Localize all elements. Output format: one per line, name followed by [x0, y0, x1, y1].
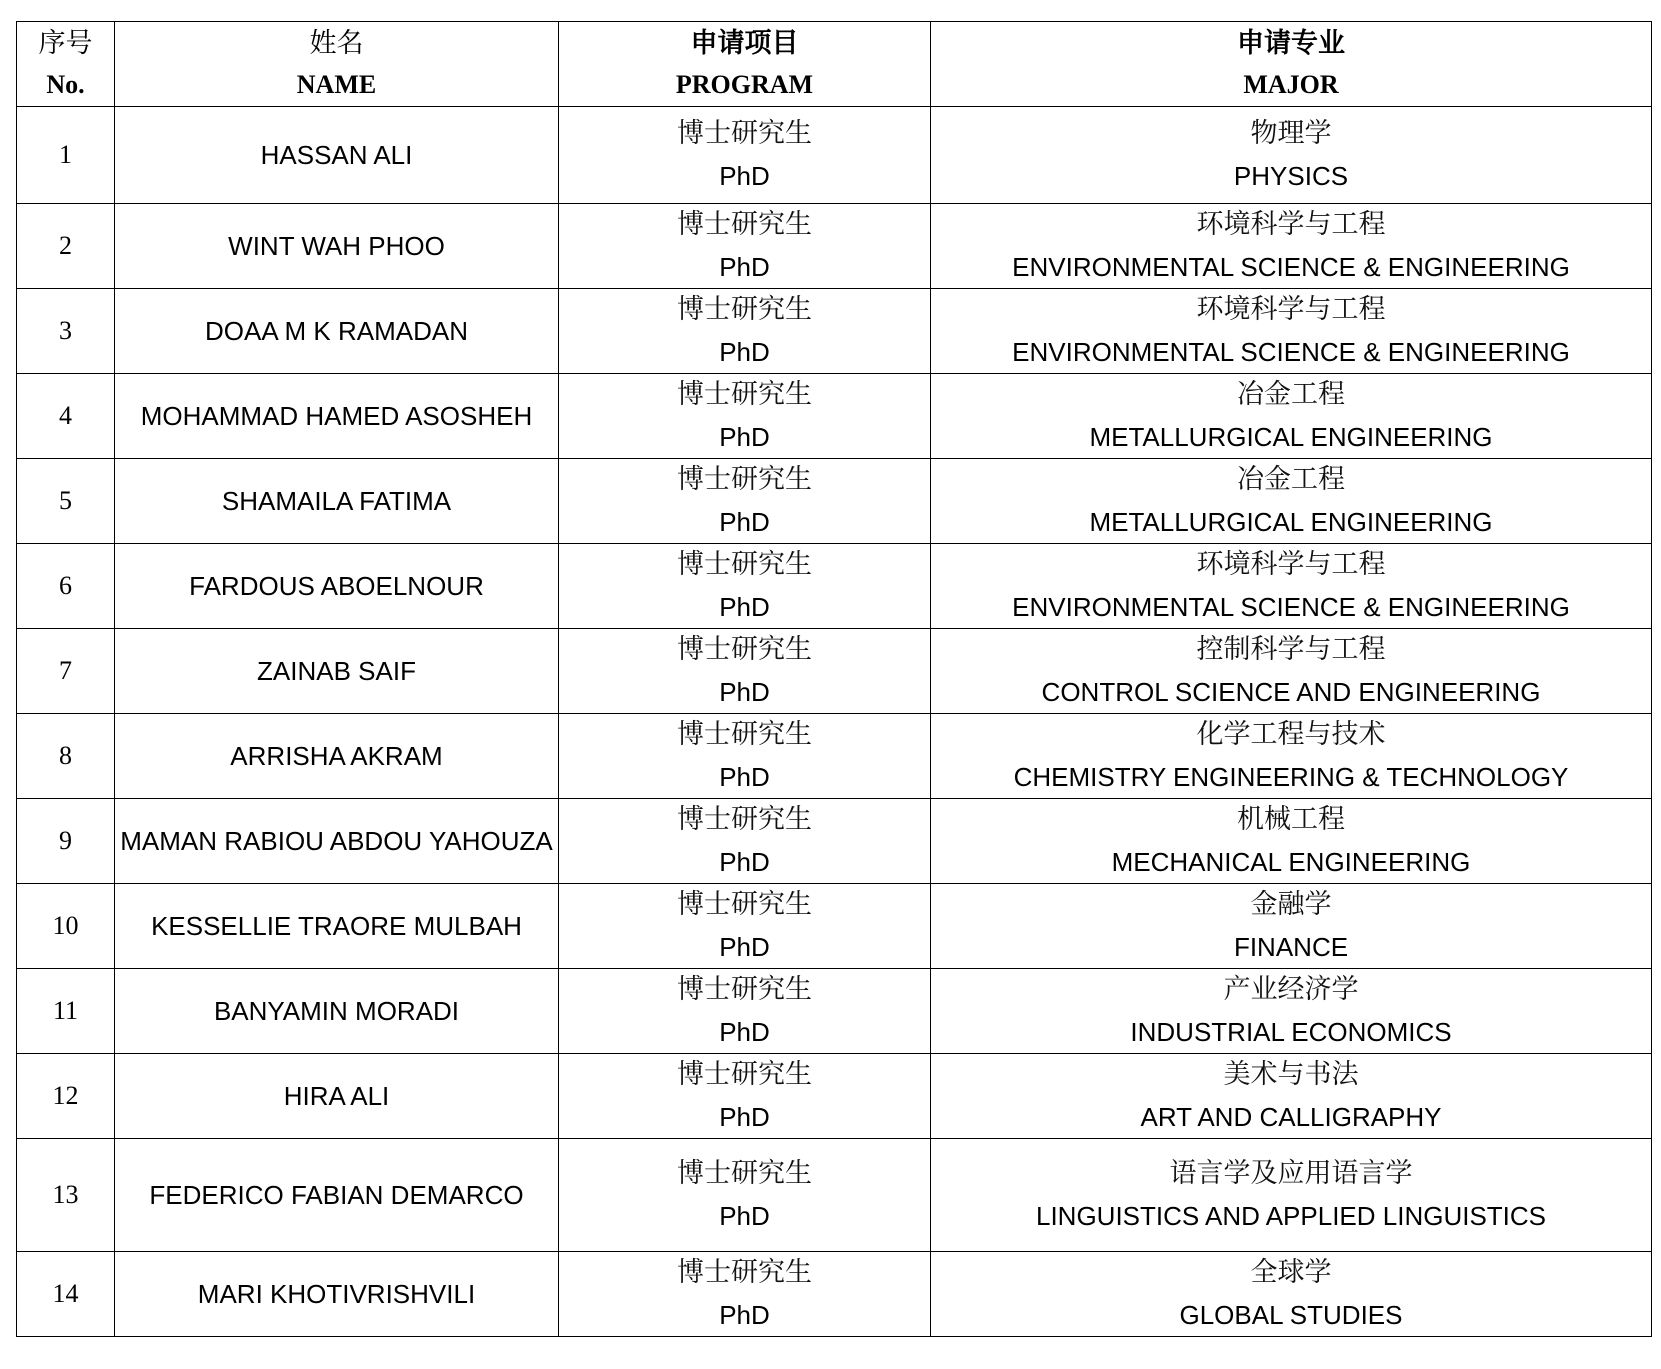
header-name-zh: 姓名 — [309, 28, 364, 58]
row-name: FARDOUS ABOELNOUR — [115, 544, 559, 629]
table-row — [17, 374, 1652, 459]
row-program-zh: 博士研究生 — [677, 1158, 812, 1189]
row-name: MAMAN RABIOU ABDOU YAHOUZA — [115, 799, 559, 884]
header-major-en: MAJOR — [1243, 70, 1339, 99]
row-major-zh: 机械工程 — [1237, 804, 1345, 835]
header-program-en: PROGRAM — [675, 70, 814, 99]
row-program — [559, 1139, 931, 1252]
row-name: ARRISHA AKRAM — [115, 714, 559, 799]
row-major — [931, 374, 1652, 459]
row-program — [559, 969, 931, 1054]
row-program-zh: 博士研究生 — [677, 549, 812, 580]
row-number: 9 — [17, 799, 115, 884]
row-major-zh: 物理学 — [1250, 118, 1332, 149]
row-program-en: PhD — [719, 847, 770, 877]
table-row — [17, 107, 1652, 204]
row-program-en: PhD — [719, 1300, 770, 1330]
row-program-zh: 博士研究生 — [677, 118, 812, 149]
table-row — [17, 1054, 1652, 1139]
row-major — [931, 884, 1652, 969]
row-major-en: LINGUISTICS AND APPLIED LINGUISTICS — [1035, 1201, 1547, 1231]
row-major — [931, 544, 1652, 629]
row-program — [559, 459, 931, 544]
row-major — [931, 1054, 1652, 1139]
row-number: 14 — [17, 1252, 115, 1337]
row-major-zh: 化学工程与技术 — [1196, 719, 1386, 750]
row-major — [931, 1139, 1652, 1252]
row-program-zh: 博士研究生 — [677, 464, 812, 495]
row-major-en: MECHANICAL ENGINEERING — [1111, 847, 1471, 877]
row-name: BANYAMIN MORADI — [115, 969, 559, 1054]
row-number: 3 — [17, 289, 115, 374]
row-program — [559, 107, 931, 204]
row-major — [931, 629, 1652, 714]
row-program-en: PhD — [719, 422, 770, 452]
admission-table — [16, 21, 1652, 1337]
row-program-zh: 博士研究生 — [677, 889, 812, 920]
row-program-zh: 博士研究生 — [677, 294, 812, 325]
table-row — [17, 544, 1652, 629]
row-major — [931, 289, 1652, 374]
row-program-en: PhD — [719, 161, 770, 191]
row-program-zh: 博士研究生 — [677, 634, 812, 665]
admission-list-sheet — [16, 21, 1651, 1337]
row-number: 8 — [17, 714, 115, 799]
row-program — [559, 714, 931, 799]
table-row — [17, 629, 1652, 714]
row-major-zh: 金融学 — [1250, 889, 1332, 920]
header-no-zh: 序号 — [38, 28, 93, 58]
row-program — [559, 289, 931, 374]
row-major — [931, 204, 1652, 289]
row-number: 7 — [17, 629, 115, 714]
row-name: KESSELLIE TRAORE MULBAH — [115, 884, 559, 969]
table-row — [17, 969, 1652, 1054]
row-program-zh: 博士研究生 — [677, 804, 812, 835]
row-number: 1 — [17, 107, 115, 204]
row-name: HIRA ALI — [115, 1054, 559, 1139]
row-program-en: PhD — [719, 337, 770, 367]
row-major-zh: 产业经济学 — [1223, 974, 1359, 1005]
row-name: WINT WAH PHOO — [115, 204, 559, 289]
table-row — [17, 1252, 1652, 1337]
row-number: 10 — [17, 884, 115, 969]
header-program — [559, 22, 931, 107]
row-major-en: INDUSTRIAL ECONOMICS — [1130, 1017, 1452, 1047]
row-program — [559, 374, 931, 459]
row-major-zh: 美术与书法 — [1223, 1059, 1359, 1090]
row-program — [559, 884, 931, 969]
row-program-en: PhD — [719, 932, 770, 962]
row-major-zh: 环境科学与工程 — [1196, 209, 1386, 240]
header-row — [17, 22, 1652, 107]
row-program — [559, 799, 931, 884]
row-number: 4 — [17, 374, 115, 459]
row-number: 13 — [17, 1139, 115, 1252]
row-program — [559, 1252, 931, 1337]
header-major-zh: 申请专业 — [1237, 28, 1345, 58]
row-major-en: CHEMISTRY ENGINEERING & TECHNOLOGY — [1013, 762, 1569, 792]
header-name — [115, 22, 559, 107]
row-major-en: ENVIRONMENTAL SCIENCE & ENGINEERING — [1012, 337, 1570, 367]
row-program-en: PhD — [719, 592, 770, 622]
row-major-zh: 全球学 — [1250, 1257, 1332, 1288]
row-major-en: ART AND CALLIGRAPHY — [1140, 1102, 1442, 1132]
header-major — [931, 22, 1652, 107]
table-row — [17, 799, 1652, 884]
row-number: 5 — [17, 459, 115, 544]
row-name: DOAA M K RAMADAN — [115, 289, 559, 374]
row-program-en: PhD — [719, 1102, 770, 1132]
header-no-en: No. — [46, 70, 85, 99]
row-number: 6 — [17, 544, 115, 629]
row-major — [931, 1252, 1652, 1337]
row-major-en: GLOBAL STUDIES — [1179, 1300, 1403, 1330]
row-number: 11 — [17, 969, 115, 1054]
row-program-en: PhD — [719, 762, 770, 792]
row-program-zh: 博士研究生 — [677, 379, 812, 410]
row-major — [931, 969, 1652, 1054]
row-program-en: PhD — [719, 677, 770, 707]
row-number: 12 — [17, 1054, 115, 1139]
row-major-en: METALLURGICAL ENGINEERING — [1089, 422, 1493, 452]
row-major — [931, 459, 1652, 544]
table-row — [17, 714, 1652, 799]
row-program-zh: 博士研究生 — [677, 209, 812, 240]
row-major-en: CONTROL SCIENCE AND ENGINEERING — [1041, 677, 1541, 707]
row-number: 2 — [17, 204, 115, 289]
row-program-en: PhD — [719, 1017, 770, 1047]
row-program-en: PhD — [719, 507, 770, 537]
row-major-en: FINANCE — [1233, 932, 1349, 962]
row-program-zh: 博士研究生 — [677, 974, 812, 1005]
table-body — [17, 107, 1652, 1337]
table-header — [17, 22, 1652, 107]
row-major-en: PHYSICS — [1233, 161, 1349, 191]
row-major — [931, 714, 1652, 799]
row-program-en: PhD — [719, 1201, 770, 1231]
row-major-zh: 冶金工程 — [1237, 464, 1345, 495]
header-no — [17, 22, 115, 107]
row-name: FEDERICO FABIAN DEMARCO — [115, 1139, 559, 1252]
row-major-zh: 环境科学与工程 — [1196, 294, 1386, 325]
table-row — [17, 884, 1652, 969]
row-program-zh: 博士研究生 — [677, 719, 812, 750]
row-program — [559, 204, 931, 289]
row-major-zh: 语言学及应用语言学 — [1169, 1158, 1413, 1189]
row-major-en: ENVIRONMENTAL SCIENCE & ENGINEERING — [1012, 592, 1570, 622]
row-name: ZAINAB SAIF — [115, 629, 559, 714]
row-program-en: PhD — [719, 252, 770, 282]
row-major-zh: 环境科学与工程 — [1196, 549, 1386, 580]
row-name: HASSAN ALI — [115, 107, 559, 204]
row-major — [931, 107, 1652, 204]
table-row — [17, 289, 1652, 374]
row-major — [931, 799, 1652, 884]
row-program-zh: 博士研究生 — [677, 1059, 812, 1090]
row-program — [559, 544, 931, 629]
row-name: MARI KHOTIVRISHVILI — [115, 1252, 559, 1337]
table-row — [17, 1139, 1652, 1252]
header-program-zh: 申请项目 — [690, 28, 799, 58]
row-major-en: ENVIRONMENTAL SCIENCE & ENGINEERING — [1012, 252, 1570, 282]
row-major-zh: 控制科学与工程 — [1196, 634, 1386, 665]
row-program — [559, 629, 931, 714]
row-major-en: METALLURGICAL ENGINEERING — [1089, 507, 1493, 537]
row-name: SHAMAILA FATIMA — [115, 459, 559, 544]
row-program — [559, 1054, 931, 1139]
header-name-en: NAME — [296, 70, 377, 99]
table-row — [17, 459, 1652, 544]
row-major-zh: 冶金工程 — [1237, 379, 1345, 410]
table-row — [17, 204, 1652, 289]
row-name: MOHAMMAD HAMED ASOSHEH — [115, 374, 559, 459]
row-program-zh: 博士研究生 — [677, 1257, 812, 1288]
